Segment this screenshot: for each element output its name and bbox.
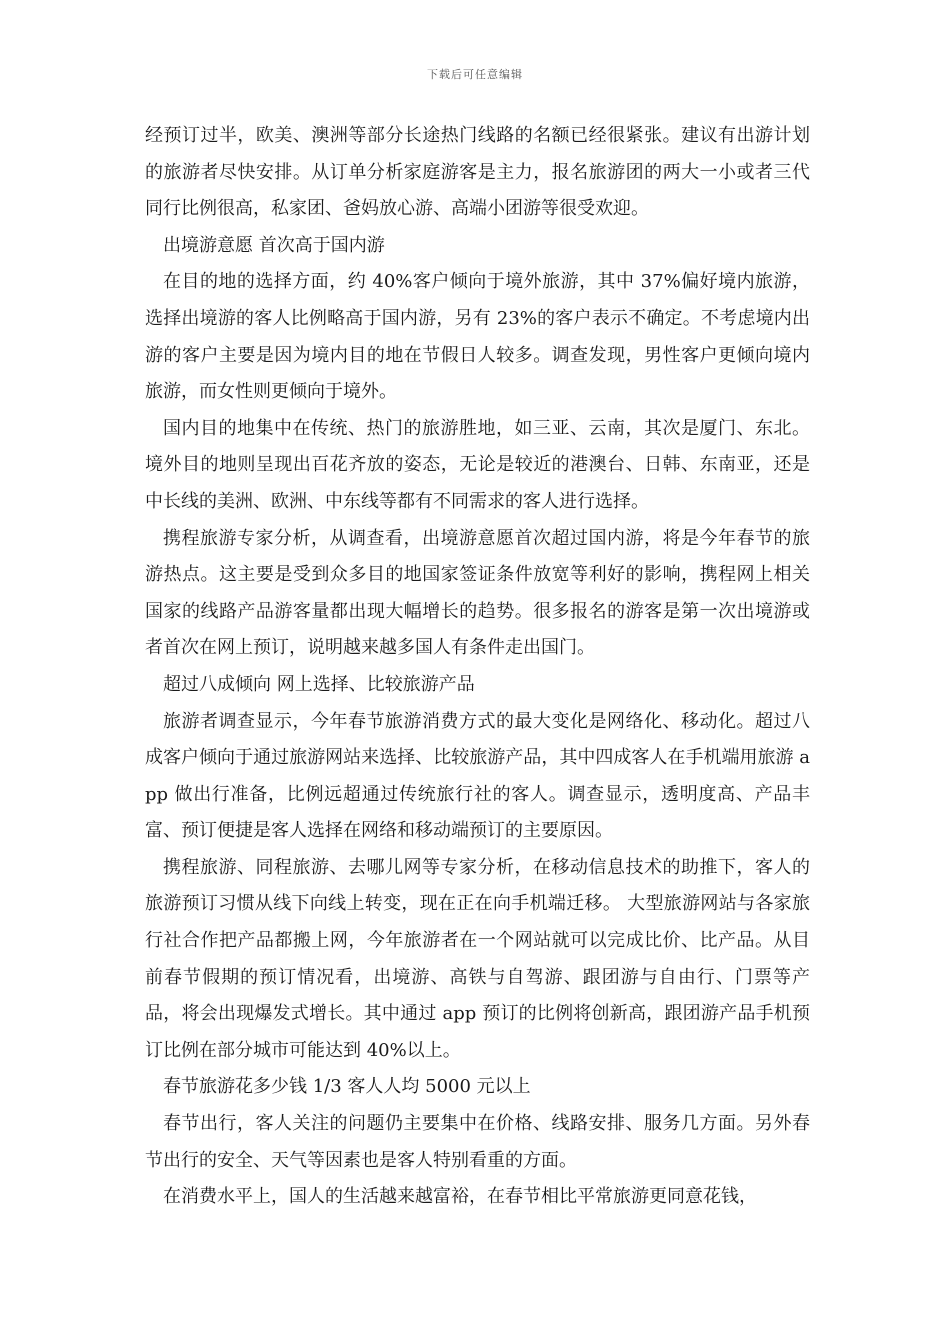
paragraph-concerns: 春节出行，客人关注的问题仍主要集中在价格、线路安排、服务几方面。另外春节出行的安全、天气等因素也是客人特别看重的方面。: [145, 1113, 810, 1171]
paragraph-destination-choice: 在目的地的选择方面，约 40%客户倾向于境外旅游，其中 37%偏好境内旅游，选择出境游的客人比例略高于国内游，另有 23%的客户表示不确定。不考虑境内出游的客户主要是因为境内目的地在节假日人较多。调查发现，男性客户更倾向境内旅游，而女性则更倾向于境外。: [145, 271, 810, 403]
section-heading-outbound: 出境游意愿 首次高于国内游: [163, 234, 385, 256]
paragraph-continued: 经预订过半，欧美、澳洲等部分长途热门线路的名额已经很紧张。建议有出游计划的旅游者尽快安排。从订单分析家庭游客是主力，报名旅游团的两大一小或者三代同行比例很高，私家团、爸妈放心游、高端小团游等很受欢迎。: [145, 125, 810, 220]
page-header: 下载后可任意编辑: [427, 68, 523, 81]
section-heading-spending: 春节旅游花多少钱 1/3 客人人均 5000 元以上: [163, 1076, 531, 1098]
paragraph-consumption: 在消费水平上，国人的生活越来越富裕，在春节相比平常旅游更同意花钱，: [163, 1186, 757, 1208]
section-heading-online: 超过八成倾向 网上选择、比较旅游产品: [163, 673, 475, 695]
paragraph-mobile-trend: 携程旅游、同程旅游、去哪儿网等专家分析，在移动信息技术的助推下，客人的旅游预订习惯从线下向线上转变，现在正在向手机端迁移。 大型旅游网站与各家旅行社合作把产品都搬上网，今年旅游者在一个网站就可以完成比价、比产品。从目前春节假期的预订情况看，出境游、高铁与自驾游、跟团游与自由行、门票等产品，将会出现爆发式增长。其中通过 app 预订的比例将创新高，跟团游产品手机预订比例在部分城市可能达到 40%以上。: [145, 856, 810, 1061]
paragraph-survey-online: 旅游者调查显示，今年春节旅游消费方式的最大变化是网络化、移动化。超过八成客户倾向于通过旅游网站来选择、比较旅游产品，其中四成客人在手机端用旅游 app 做出行准备，比例远超通过传统旅行社的客人。调查显示，透明度高、产品丰富、预订便捷是客人选择在网络和移动端预订的主要原因。: [145, 710, 810, 842]
paragraph-domestic-destinations: 国内目的地集中在传统、热门的旅游胜地，如三亚、云南，其次是厦门、东北。境外目的地则呈现出百花齐放的姿态，无论是较近的港澳台、日韩、东南亚，还是中长线的美洲、欧洲、中东线等都有不同需求的客人进行选择。: [145, 417, 810, 512]
paragraph-expert-analysis: 携程旅游专家分析，从调查看，出境游意愿首次超过国内游，将是今年春节的旅游热点。这主要是受到众多目的地国家签证条件放宽等利好的影响，携程网上相关国家的线路产品游客量都出现大幅增长的趋势。很多报名的游客是第一次出境游或者首次在网上预订，说明越来越多国人有条件走出国门。: [145, 527, 810, 659]
document-body: [145, 118, 810, 1216]
